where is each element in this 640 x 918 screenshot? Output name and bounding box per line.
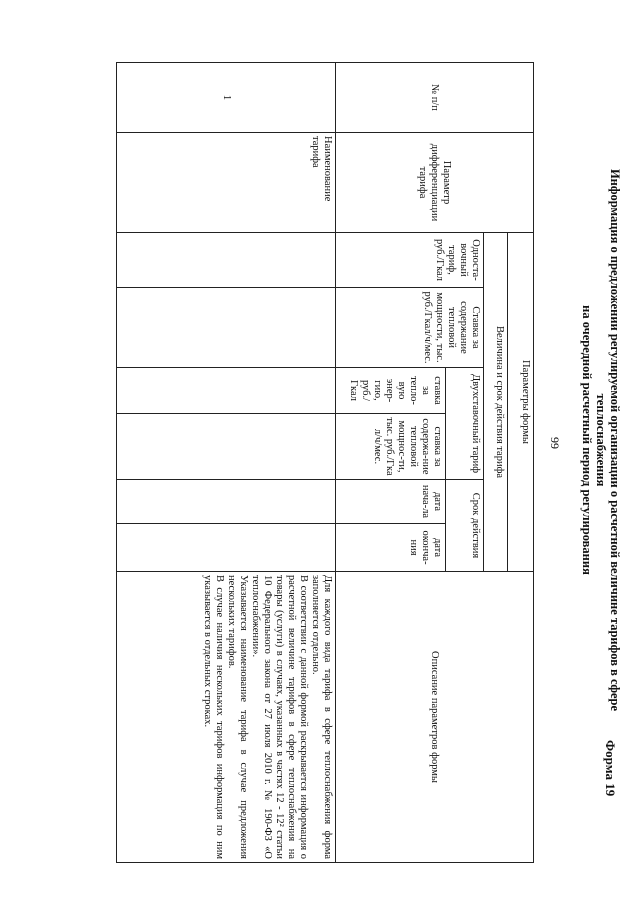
row1-cell-start-date xyxy=(117,480,336,524)
row1-label: Наименование тарифа xyxy=(117,133,336,233)
row1-cell-end-date xyxy=(117,524,336,572)
form-label: Форма 19 xyxy=(603,740,618,797)
row1-desc-p2: В соответствии с данной формой раскрывается информация о расчетной величине тарифов в сфере теплоснабжения на товары (услуги) в случаях, указанных в частях 12 - 12² статьи 10 Федерального закона от 27 июля 2010 г. № 190-ФЗ «О теплоснабжении». xyxy=(250,575,309,860)
header-term: Срок действия xyxy=(446,480,484,572)
row1-cell-single-rate xyxy=(117,233,336,288)
row1-description xyxy=(117,572,336,863)
header-form-params: Параметры формы xyxy=(508,233,534,572)
row1-number: 1 xyxy=(117,63,336,133)
header-maintenance-rate: Ставка за содержание тепловой мощности, тыс. руб./Гкал/ч/мес. xyxy=(336,288,484,368)
row1-cell-heat-energy-rate xyxy=(117,368,336,414)
title-line-1: Информация о предложении регулируемой организации о расчетной величине тарифов в сфере теплоснабжения xyxy=(594,168,622,712)
header-two-rate: Двухставочный тариф xyxy=(446,368,484,480)
header-description: Описание параметров формы xyxy=(336,572,534,863)
table-row xyxy=(117,63,336,863)
header-param-diff: Параметр дифференциации тарифа xyxy=(336,133,534,233)
row1-cell-heat-capacity-rate xyxy=(117,414,336,480)
title-line-2: на очередной расчетный период регулирования xyxy=(580,305,594,575)
row1-desc-p3: Указывается наименование тарифа в случае предложения нескольких тарифов. xyxy=(226,575,249,860)
document-title xyxy=(580,160,622,720)
row1-cell-maintenance-rate xyxy=(117,288,336,368)
header-start-date: дата нача-ла xyxy=(336,480,446,524)
header-value-term: Величина и срок действия тарифа xyxy=(484,233,508,572)
header-end-date: дата оконча-ния xyxy=(336,524,446,572)
header-number: № п/п xyxy=(336,63,534,133)
header-heat-capacity-rate: ставка за содержа-ние тепловой мощнос-ти, тыс. руб./Гка л/ч/мес. xyxy=(336,414,446,480)
page-number: 99 xyxy=(548,437,562,449)
row1-desc-p1: Для каждого вида тарифа в сфере теплоснабжения форма заполняется отдельно. xyxy=(310,575,333,860)
header-single-rate: Односта-вочный тариф, руб./Гкал xyxy=(336,233,484,288)
row1-desc-p4: В случае наличия нескольких тарифов информация по ним указывается в отдельных строках. xyxy=(202,575,225,860)
header-heat-energy-rate: ставка за тепло-вую энер-гию, руб./Гкал xyxy=(336,368,446,414)
form-table xyxy=(116,62,534,863)
